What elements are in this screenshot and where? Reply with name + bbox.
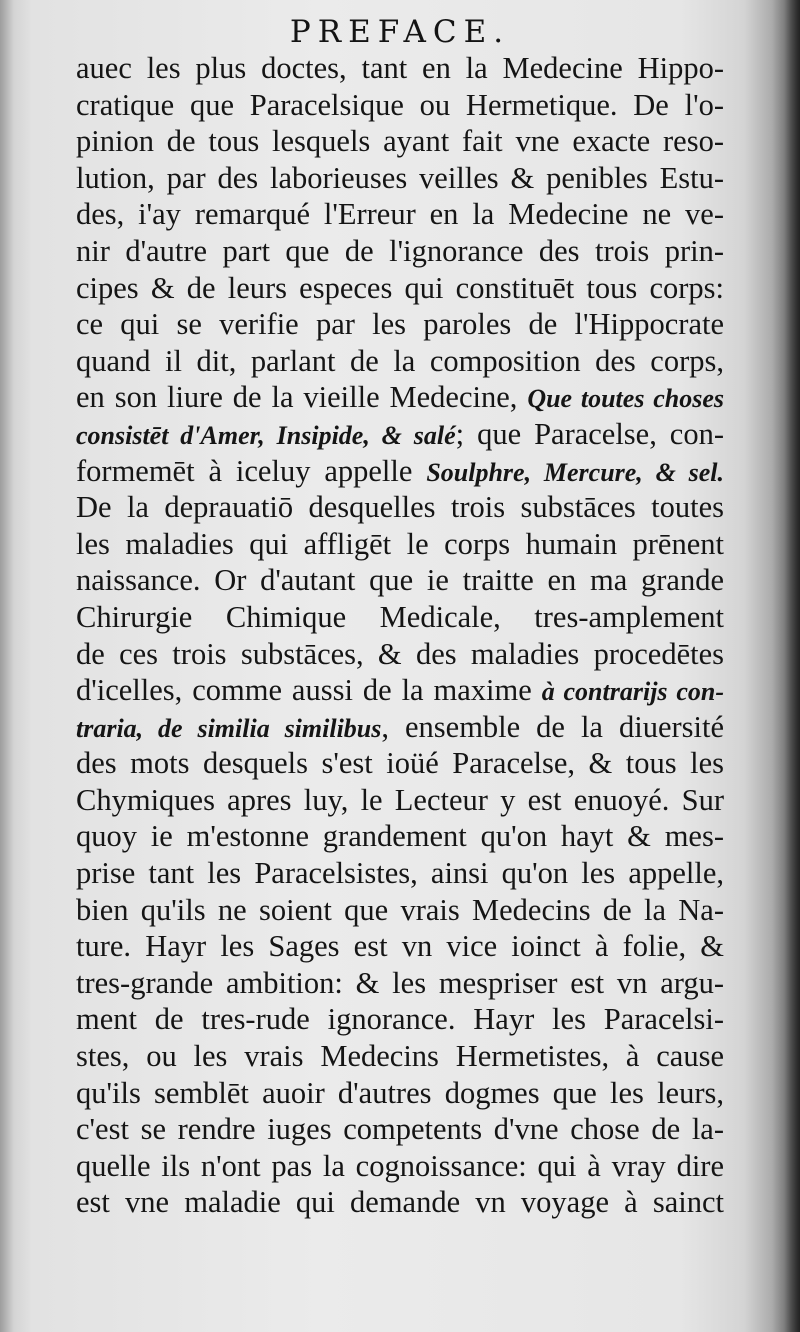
text-line (76, 1038, 724, 1075)
text-segment: des mots desquels s'est ioüé Paracelse, & tous les (76, 746, 724, 781)
text-line (76, 1148, 724, 1185)
text-line (76, 87, 724, 124)
text-segment: quand il dit, parlant de la composition des corps, (76, 343, 724, 378)
text-segment: qu'ils semblēt auoir d'autres dogmes que les leurs, (76, 1075, 724, 1110)
text-segment: quoy ie m'estonne grandement qu'on hayt & mes- (76, 819, 724, 854)
text-line (76, 745, 724, 782)
text-line (76, 892, 724, 929)
text-line (76, 636, 724, 673)
text-segment: prise tant les Paracelsistes, ainsi qu'on les appelle, (76, 856, 724, 891)
text-segment: pinion de tous lesquels ayant fait vne exacte reso- (76, 124, 724, 159)
text-line (76, 270, 724, 307)
text-segment: , ensemble de la diuersité (381, 709, 724, 744)
text-line (76, 1184, 724, 1221)
text-line (76, 782, 724, 819)
text-line (76, 489, 724, 526)
text-segment: De la deprauatiō desquelles trois substāces toutes (76, 490, 724, 525)
text-segment: lution, par des laborieuses veilles & penibles Estu- (76, 160, 724, 195)
text-segment: cratique que Paracelsique ou Hermetique. De l'o- (76, 87, 724, 122)
text-segment: formemēt à iceluy appelle (76, 453, 427, 488)
text-segment: stes, ou les vrais Medecins Hermetistes, à cause (76, 1039, 724, 1074)
text-line (76, 416, 724, 453)
text-segment: auec les plus doctes, tant en la Medecine Hippo- (76, 51, 724, 85)
text-line (76, 160, 724, 197)
text-segment: ce qui se verifie par les paroles de l'Hippocrate (76, 307, 724, 342)
text-line (76, 50, 724, 87)
text-line (76, 928, 724, 965)
page-right-shadow (772, 0, 800, 1332)
text-line (76, 562, 724, 599)
text-segment: c'est se rendre iuges competents d'vne chose de la- (76, 1112, 724, 1147)
text-line (76, 526, 724, 563)
text-segment: les maladies qui affligēt le corps humain prēnent (76, 526, 724, 561)
text-segment: est vne maladie qui demande vn voyage à sainct (76, 1185, 724, 1220)
text-segment: bien qu'ils ne soient que vrais Medecins de la Na- (76, 892, 724, 927)
text-line (76, 196, 724, 233)
italic-text: Soulphre, Mercure, & sel. (426, 457, 724, 487)
text-segment: ; que Paracelse, con- (455, 416, 725, 451)
text-segment: tres-grande ambition: & les mespriser est vn argu- (76, 965, 724, 1000)
text-segment: ment de tres-rude ignorance. Hayr les Paracelsi- (76, 1002, 724, 1037)
text-line (76, 379, 724, 416)
text-line (76, 233, 724, 270)
text-segment: de ces trois substāces, & des maladies procedētes (76, 636, 724, 671)
body-text (76, 50, 724, 1221)
italic-text: à contrarijs con- (541, 677, 725, 707)
text-line (76, 965, 724, 1002)
text-line (76, 1111, 724, 1148)
text-line (76, 306, 724, 343)
page-header: PREFACE. (289, 14, 511, 50)
text-segment: d'icelles, comme aussi de la maxime (76, 673, 542, 708)
text-line (76, 1075, 724, 1112)
text-line (76, 599, 724, 636)
text-segment: en son liure de la vieille Medecine, (76, 380, 528, 415)
text-line (76, 672, 724, 709)
italic-text: Que toutes choses (527, 384, 725, 414)
italic-text: traria, de similia similibus (76, 713, 382, 743)
text-line (76, 453, 724, 490)
text-line (76, 818, 724, 855)
text-segment: ture. Hayr les Sages est vn vice ioinct à folie, & (76, 929, 724, 964)
text-segment: quelle ils n'ont pas la cognoissance: qui à vray dire (76, 1148, 724, 1183)
text-segment: des, i'ay remarqué l'Erreur en la Medecine ne ve- (76, 197, 724, 232)
text-line (76, 855, 724, 892)
text-segment: nir d'autre part que de l'ignorance des trois prin- (76, 233, 724, 268)
text-segment: Chirurgie Chimique Medicale, tres-amplement (76, 599, 724, 634)
text-line (76, 709, 724, 746)
text-segment: naissance. Or d'autant que ie traitte en ma grande (76, 563, 724, 598)
text-line (76, 343, 724, 380)
text-line (76, 1001, 724, 1038)
page-left-shadow (0, 0, 14, 1332)
text-segment: cipes & de leurs especes qui constituēt tous corps: (76, 270, 724, 305)
italic-text: consistēt d'Amer, Insipide, & salé (76, 420, 456, 450)
text-segment: Chymiques apres luy, le Lecteur y est enuoyé. Sur (76, 782, 724, 817)
text-line (76, 123, 724, 160)
